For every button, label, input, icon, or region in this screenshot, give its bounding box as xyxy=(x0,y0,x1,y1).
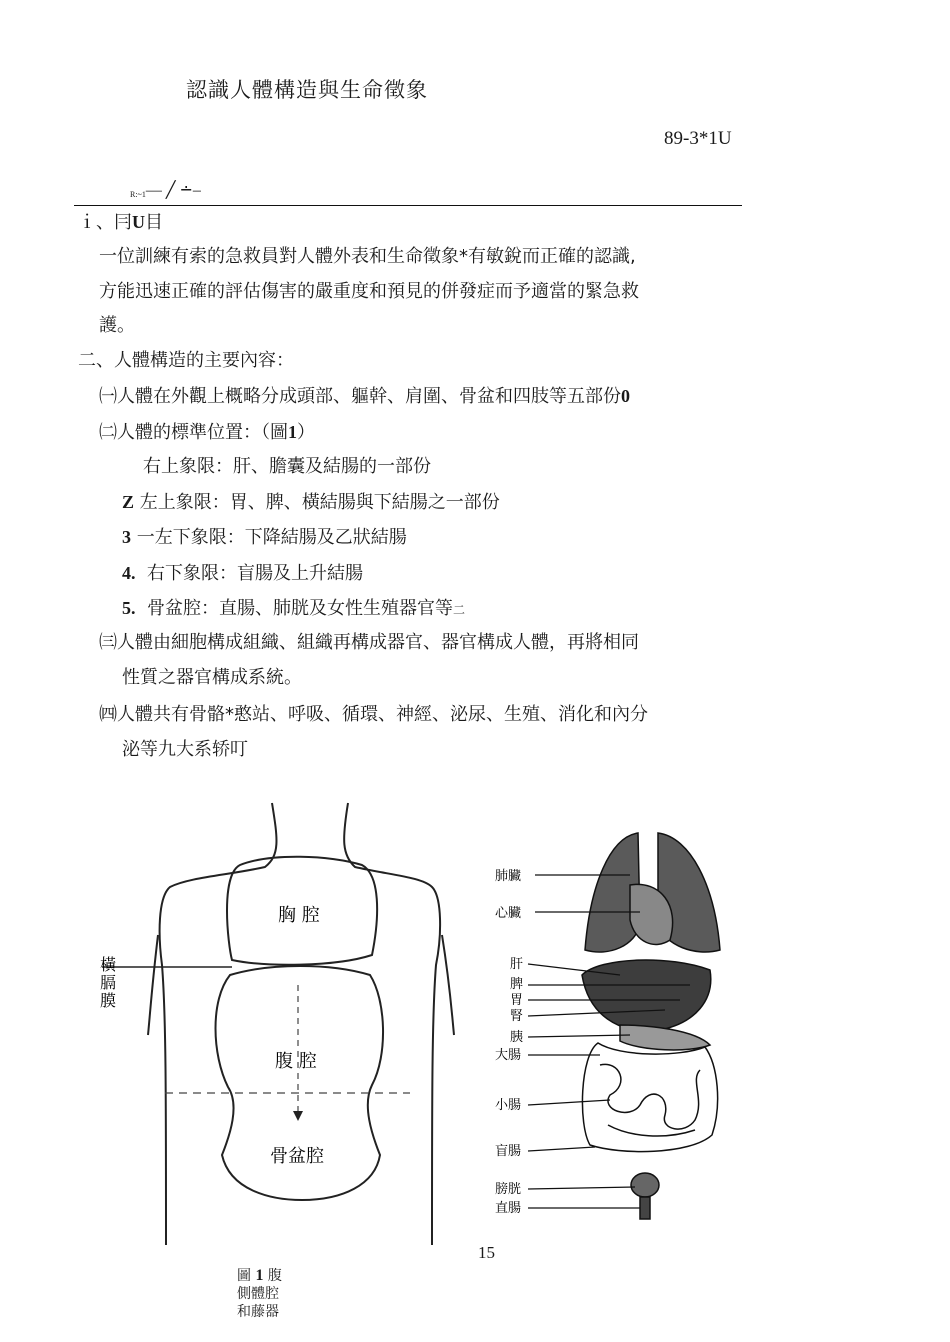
diaphragm-label-3: 膜 xyxy=(100,991,117,1010)
section1-heading-suffix: 目 xyxy=(145,212,163,233)
item2-close: ） xyxy=(297,422,315,443)
section2-item-1 xyxy=(99,384,630,409)
quadrant-5-tail: 二 xyxy=(452,603,465,617)
pelvis-cavity-label: 骨盆腔 xyxy=(270,1146,324,1167)
chest-cavity-label: 胸 腔 xyxy=(278,905,320,926)
organ-label-liver: 肝 xyxy=(510,957,524,972)
item2-num: 1 xyxy=(288,422,297,442)
quadrant-5-prefix: 5. xyxy=(122,598,136,618)
organ-label-bladder: 膀胱 xyxy=(495,1182,522,1197)
quadrant-4-prefix: 4. xyxy=(122,563,136,583)
organ-label-kidney: 腎 xyxy=(510,1009,524,1024)
diaphragm-label-2: 膈 xyxy=(100,973,117,992)
caption-fig-word: 圖 xyxy=(237,1268,251,1284)
item1-text: ㈠人體在外觀上概略分成頭部、軀幹、肩圍、骨盆和四肢等五部份 xyxy=(99,386,621,407)
arm-left xyxy=(148,935,158,1035)
diaphragm-label-1: 橫 xyxy=(100,955,117,974)
section2-item-2 xyxy=(99,420,315,445)
quadrant-3-text: 一左下象限：下降結腸及乙狀結腸 xyxy=(136,527,407,548)
rectum xyxy=(640,1197,650,1219)
organ-label-spleen: 脾 xyxy=(510,977,524,992)
body-cavity-diagram xyxy=(80,795,480,1245)
pancreas xyxy=(620,1025,710,1050)
section2-item-4-line-2: 泌等九大系轿叮 xyxy=(122,739,248,760)
pointer-bladder xyxy=(528,1187,635,1189)
page-number: 15 xyxy=(478,1243,495,1262)
arm-right xyxy=(442,935,454,1035)
section1-heading xyxy=(78,210,163,235)
item2-text: ㈡人體的標準位置：（圖 xyxy=(99,422,288,443)
caption-line-3: 和藤器 xyxy=(237,1304,279,1320)
body-outline-left xyxy=(160,803,277,1245)
section2-item-3-line-2: 性質之器官構成系統。 xyxy=(122,667,302,688)
section1-line-3: 護。 xyxy=(99,315,135,336)
quadrant-4 xyxy=(122,561,363,586)
section1-heading-bold: U xyxy=(132,212,145,232)
organ-label-cecum: 盲腸 xyxy=(495,1144,522,1159)
quadrant-3 xyxy=(122,525,407,550)
quadrant-4-text: 右下象限：盲腸及上升結腸 xyxy=(146,563,363,584)
pointer-pancreas xyxy=(528,1035,630,1037)
caption-word-3: 腹 xyxy=(267,1268,282,1284)
pointer-cecum xyxy=(528,1147,595,1151)
body-outline-right xyxy=(344,803,440,1245)
section2-item-3-line-1: ㈢人體由細胞構成組織、組織再構成器官、器官構成人體，再將相同 xyxy=(99,632,639,653)
organ-label-pancreas: 胰 xyxy=(510,1030,524,1045)
liver xyxy=(582,960,711,1031)
scan-artifact-marks: — ╱ ∸– xyxy=(145,182,201,199)
quadrant-2-prefix: Z xyxy=(122,492,135,512)
section1-heading-prefix: ｉ、冃 xyxy=(78,212,132,233)
organ-label-rectum: 直腸 xyxy=(495,1201,522,1216)
organ-label-lung: 肺臟 xyxy=(495,869,522,884)
section2-item-4-line-1: ㈣人體共有骨骼*憨站、呼吸、循環、神經、泌尿、生殖、消化和內分 xyxy=(99,704,648,725)
quadrant-1-text: 右上象限：肝、膽囊及結腸的一部份 xyxy=(143,456,431,477)
quadrant-2 xyxy=(122,490,500,515)
organ-label-stomach: 胃 xyxy=(510,993,524,1008)
item1-tail: 0 xyxy=(621,386,630,406)
arrow-head-icon xyxy=(293,1111,303,1121)
caption-line-1 xyxy=(237,1267,282,1285)
bladder xyxy=(631,1173,659,1197)
scan-artifact xyxy=(130,180,201,200)
caption-fig-number: 1 xyxy=(255,1267,264,1284)
quadrant-5 xyxy=(122,596,465,622)
quadrant-1 xyxy=(143,455,431,479)
organ-label-small-intestine: 小腸 xyxy=(495,1098,522,1113)
header-rule xyxy=(74,205,742,206)
document-number: 89-3*1U xyxy=(664,128,732,149)
abdomen-cavity-label: 腹 腔 xyxy=(275,1051,317,1072)
section1-line-2: 方能迅速正確的評估傷害的嚴重度和預見的併發症而予適當的緊急救 xyxy=(99,281,639,302)
organ-label-heart: 心臟 xyxy=(495,906,522,921)
scan-artifact-small: R:~1 xyxy=(130,190,146,199)
caption-line-2: 側體腔 xyxy=(237,1286,279,1302)
organ-label-large-intestine: 大腸 xyxy=(495,1048,522,1063)
figure-caption xyxy=(237,1267,282,1321)
quadrant-5-text: 骨盆腔：直腸、肺胱及女性生殖器官等 xyxy=(146,598,453,619)
document-title: 認識人體構造與生命徵象 xyxy=(186,78,428,102)
quadrant-2-text: 左上象限：胃、脾、橫結腸與下結腸之一部份 xyxy=(139,492,500,513)
section2-heading: 二、人體構造的主要內容： xyxy=(78,350,294,371)
section1-line-1: 一位訓練有索的急救員對人體外表和生命徵象*有敏銳而正確的認識, xyxy=(99,246,636,267)
quadrant-3-prefix: 3 xyxy=(122,527,131,547)
organ-diagram xyxy=(490,825,740,1235)
